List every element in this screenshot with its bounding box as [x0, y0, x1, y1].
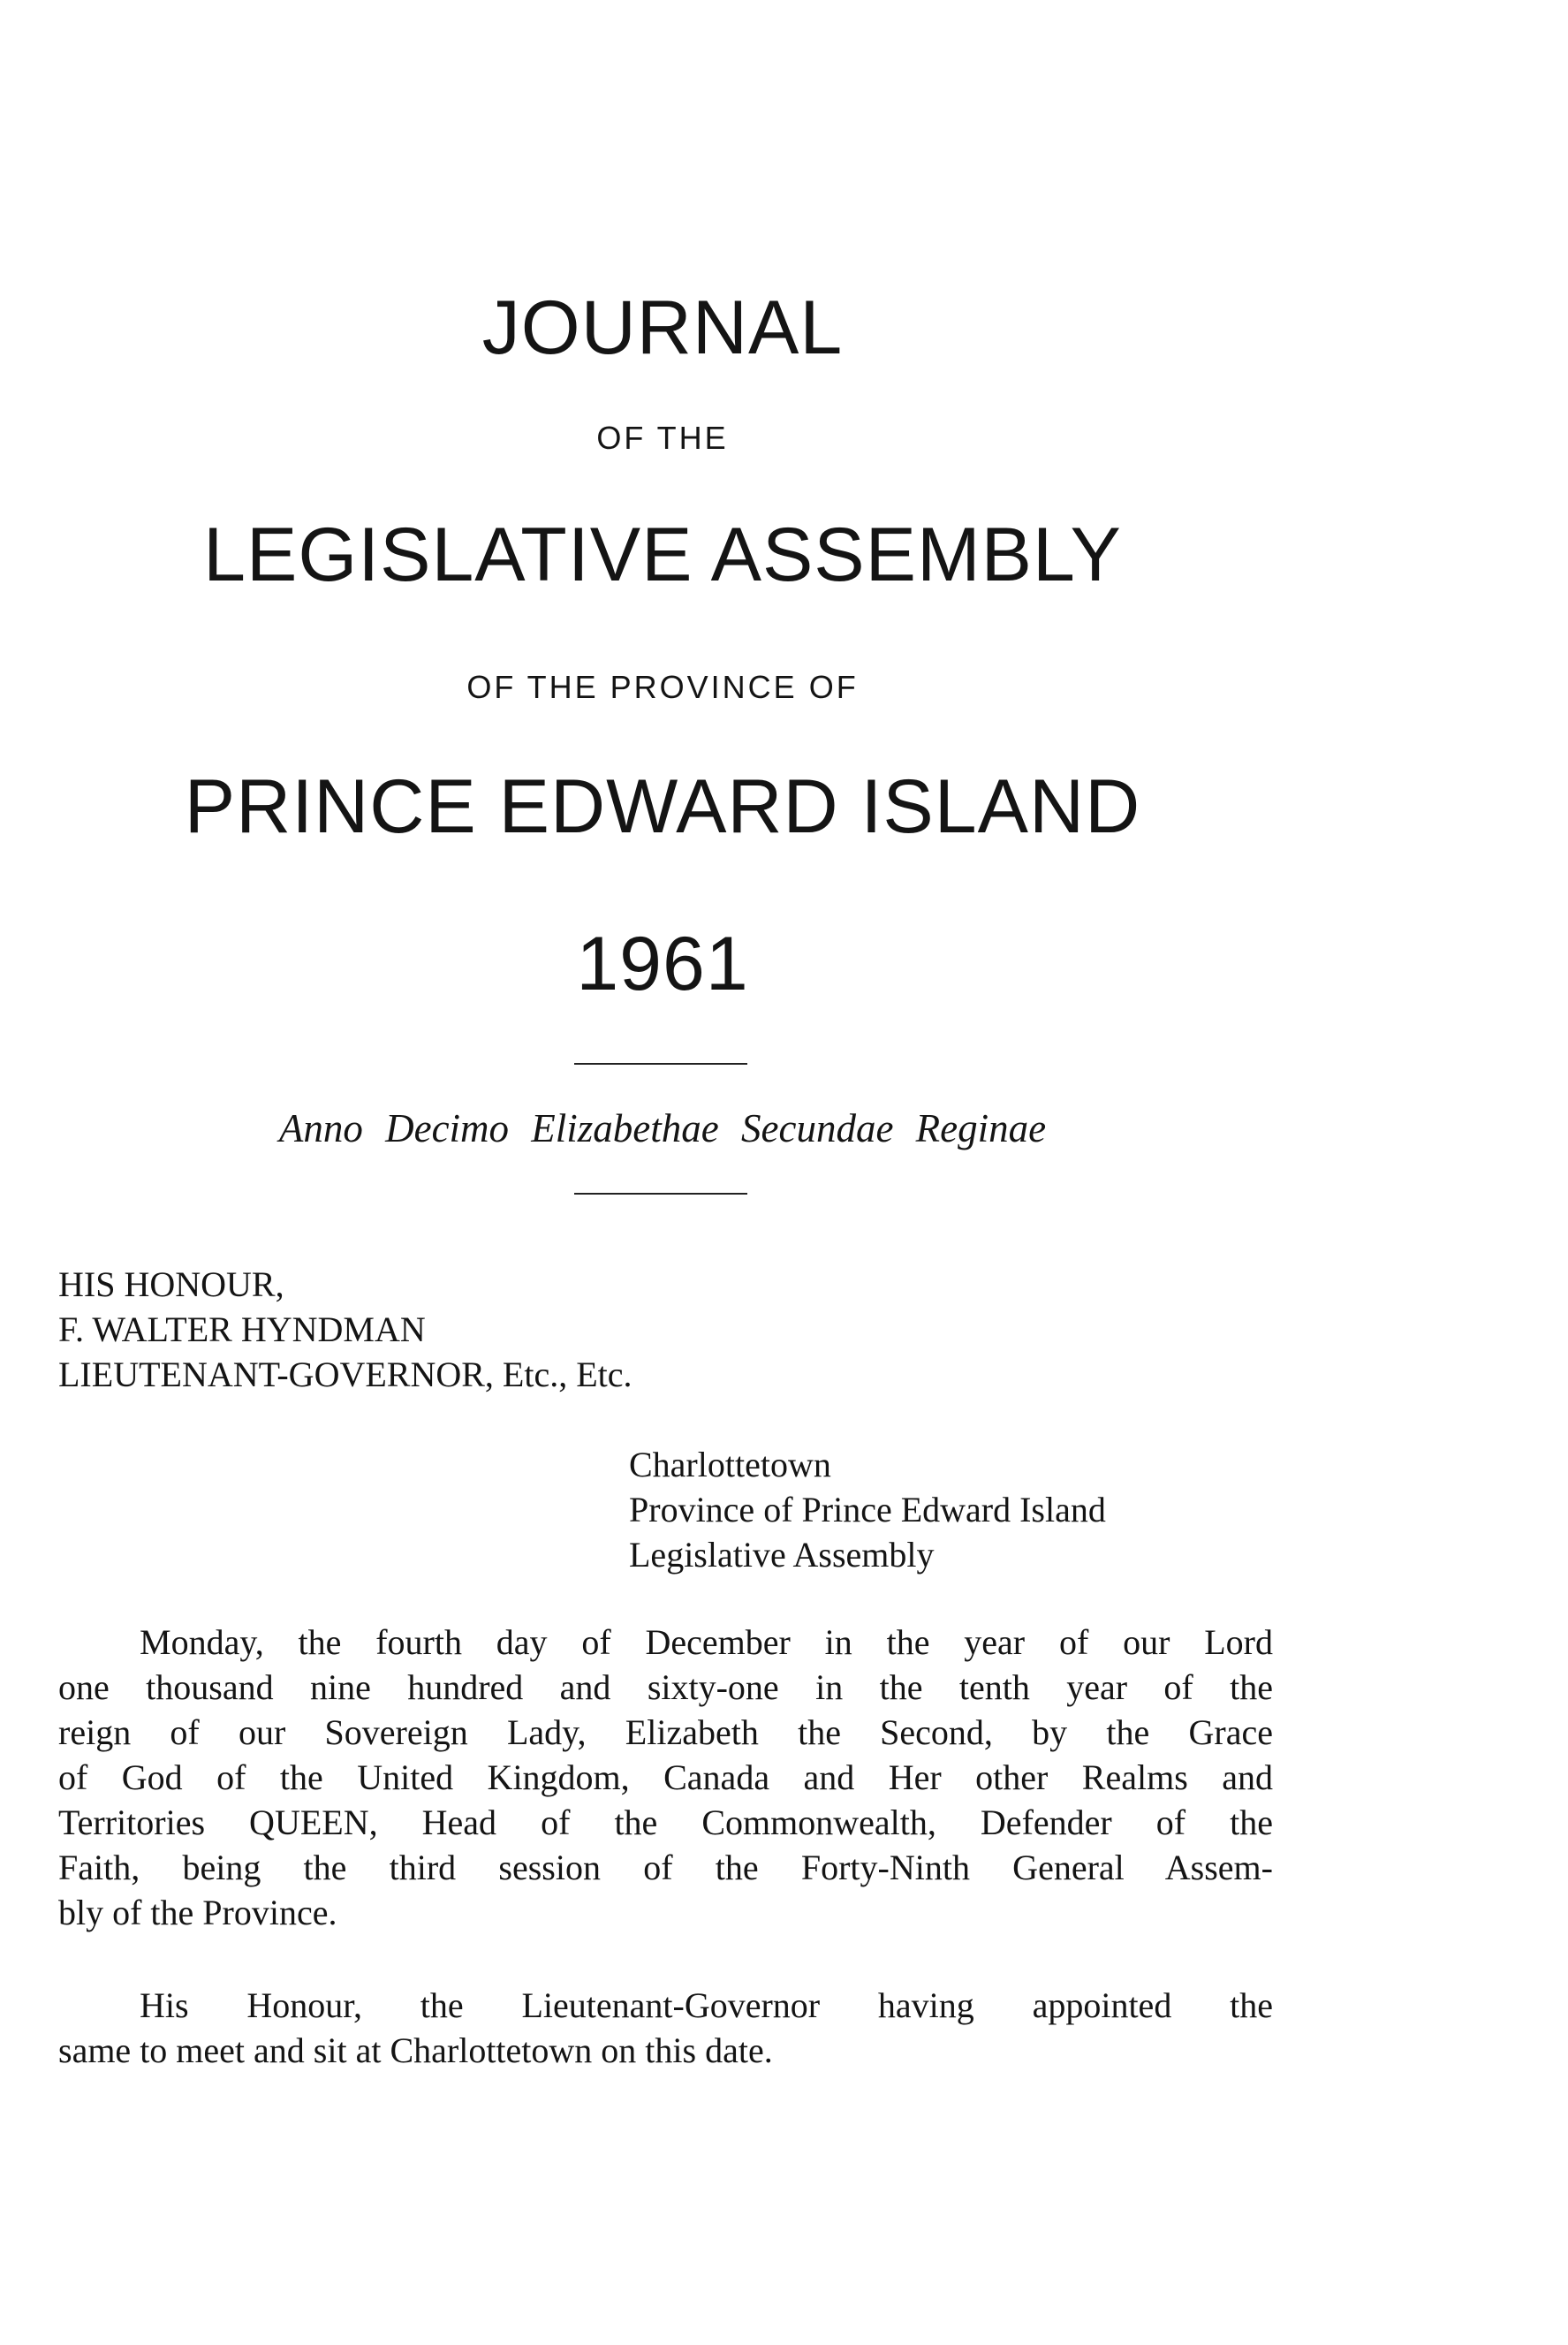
top-divider [574, 1063, 747, 1065]
latin-subtitle: Anno Decimo Elizabethae Secundae Reginae [278, 1106, 1047, 1150]
province-heading: PRINCE EDWARD ISLAND [184, 764, 1141, 849]
paragraph-line: reign of our Sovereign Lady, Elizabeth the Second, by the Grace [58, 1712, 1273, 1752]
journal-heading: JOURNAL [481, 285, 844, 370]
paragraph-line: Territories QUEEN, Head of the Commonwealth, Defender of the [58, 1802, 1273, 1842]
year-heading: 1961 [576, 922, 749, 1006]
addressee-block [58, 1262, 633, 1397]
paragraph-line: Faith, being the third session of the Forty-Ninth General Assem- [58, 1848, 1273, 1887]
location-block [629, 1442, 1106, 1577]
assembly-heading: LEGISLATIVE ASSEMBLY [203, 512, 1122, 597]
paragraph-line: bly of the Province. [58, 1893, 337, 1932]
addressee-line-2: F. WALTER HYNDMAN [58, 1309, 426, 1349]
of-the-province-subheading: OF THE PROVINCE OF [466, 669, 859, 705]
location-line-1: Charlottetown [629, 1445, 831, 1484]
paragraph-line: His Honour, the Lieutenant-Governor having appointed the [140, 1985, 1273, 2025]
location-line-2: Province of Prince Edward Island [629, 1490, 1106, 1529]
addressee-line-1: HIS HONOUR, [58, 1264, 284, 1304]
paragraph-line: one thousand nine hundred and sixty-one in the tenth year of the [58, 1667, 1273, 1707]
proclamation-paragraph [58, 1620, 1273, 1935]
appointment-paragraph [58, 1983, 1273, 2073]
location-line-3: Legislative Assembly [629, 1535, 935, 1575]
paragraph-line: Monday, the fourth day of December in the year of our Lord [140, 1622, 1273, 1662]
bottom-divider [574, 1193, 747, 1195]
of-the-subheading: OF THE [596, 420, 729, 456]
paragraph-line: of God of the United Kingdom, Canada and Her other Realms and [58, 1757, 1273, 1797]
paragraph-line: same to meet and sit at Charlottetown on this date. [58, 2030, 773, 2070]
addressee-line-3: LIEUTENANT-GOVERNOR, Etc., Etc. [58, 1355, 633, 1394]
